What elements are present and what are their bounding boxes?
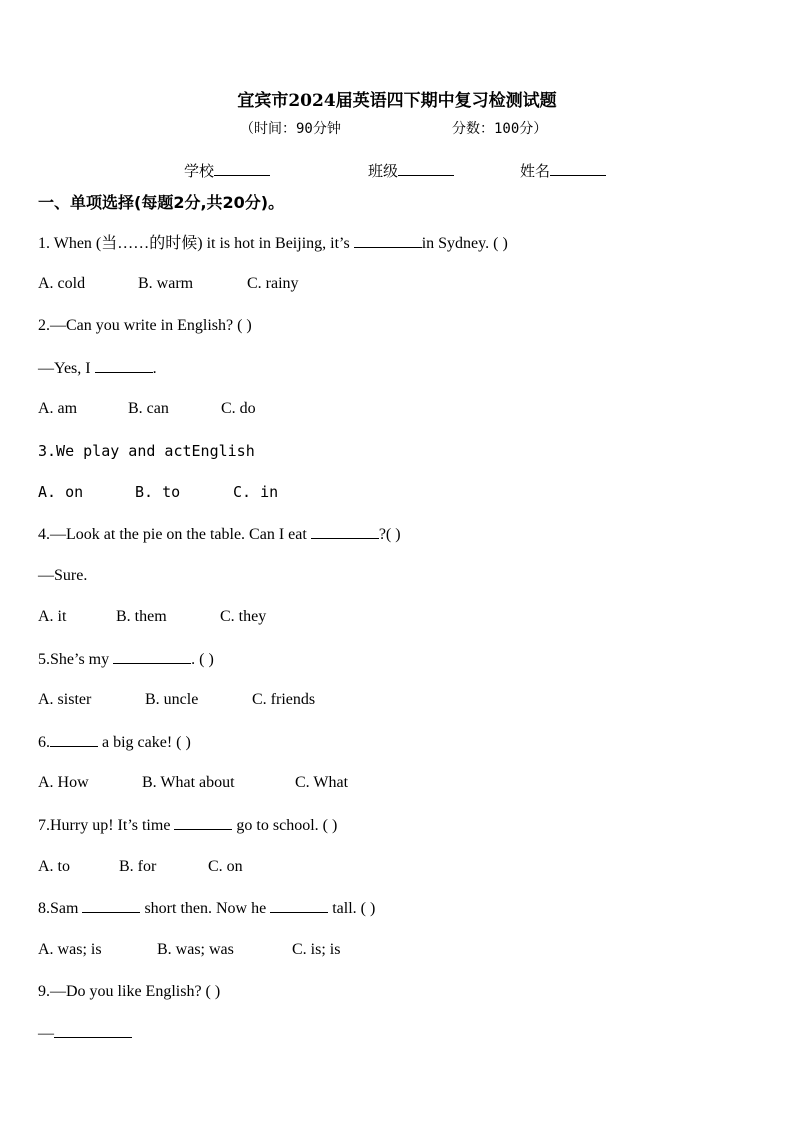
option-c[interactable]: C. What	[295, 774, 349, 791]
question-8	[38, 898, 375, 919]
option-a[interactable]: A. am	[38, 400, 78, 417]
question-1	[38, 233, 508, 254]
option-a[interactable]: A. was; is	[38, 941, 102, 958]
question-7-pre: 7.Hurry up! It’s time	[38, 817, 175, 834]
question-7-post: go to school. ( )	[232, 817, 338, 834]
answer-blank[interactable]	[113, 649, 191, 664]
question-2: 2.—Can you write in English? ( )	[38, 317, 252, 334]
question-5-post: . ( )	[191, 651, 214, 668]
question-3-options	[38, 482, 278, 502]
name-field	[520, 160, 606, 181]
answer-blank[interactable]	[354, 233, 422, 248]
question-1-options	[38, 274, 299, 294]
section-heading: 一、单项选择(每题2分,共20分)。	[38, 193, 285, 212]
answer-blank[interactable]	[270, 898, 328, 913]
answer-blank[interactable]	[174, 815, 232, 830]
exam-title: 宜宾市2024届英语四下期中复习检测试题	[237, 91, 557, 111]
option-a[interactable]: A. sister	[38, 691, 92, 708]
option-b[interactable]: B. warm	[138, 275, 194, 292]
option-b[interactable]: B. them	[116, 608, 167, 625]
question-4-options	[38, 607, 266, 627]
name-label: 姓名	[520, 162, 551, 180]
class-blank[interactable]	[398, 161, 454, 176]
question-8-post: tall. ( )	[328, 900, 376, 917]
answer-blank[interactable]	[54, 1023, 132, 1038]
question-4-pre: 4.—Look at the pie on the table. Can I eat	[38, 526, 311, 543]
answer-blank[interactable]	[311, 524, 379, 539]
option-b[interactable]: B. for	[119, 858, 157, 875]
question-8-pre: 8.Sam	[38, 900, 83, 917]
option-a[interactable]: A. on	[38, 483, 84, 501]
question-1-post: in Sydney. ( )	[421, 235, 508, 252]
question-6-post: a big cake! ( )	[98, 734, 191, 751]
question-2-options	[38, 399, 256, 419]
exam-score: 分数：100分）	[452, 121, 548, 137]
question-6	[38, 732, 191, 753]
option-b[interactable]: B. can	[128, 400, 169, 417]
option-c[interactable]: C. on	[208, 858, 243, 875]
question-5-options	[38, 690, 315, 710]
question-8-mid: short then. Now he	[140, 900, 271, 917]
option-a[interactable]: A. to	[38, 858, 70, 875]
question-6-options	[38, 773, 348, 793]
question-4	[38, 524, 401, 545]
question-4-reply: —Sure.	[38, 567, 88, 584]
exam-time: （时间：90分钟	[240, 121, 341, 137]
class-field	[368, 160, 454, 181]
question-4-post: ?( )	[378, 526, 401, 543]
question-2-reply-post: .	[152, 360, 157, 377]
question-7-options	[38, 857, 243, 877]
answer-blank[interactable]	[95, 358, 153, 373]
answer-blank[interactable]	[50, 732, 98, 747]
question-5-pre: 5.She’s my	[38, 651, 114, 668]
question-5	[38, 649, 214, 670]
option-b[interactable]: B. to	[135, 483, 181, 501]
option-b[interactable]: B. uncle	[145, 691, 199, 708]
question-9-reply-dash: —	[38, 1025, 54, 1042]
school-field	[184, 160, 270, 181]
option-a[interactable]: A. How	[38, 774, 89, 791]
question-3: 3.We play and actEnglish	[38, 442, 255, 460]
option-c[interactable]: C. in	[233, 483, 279, 501]
question-8-options	[38, 940, 340, 960]
question-9-reply	[38, 1023, 132, 1044]
name-blank[interactable]	[550, 161, 606, 176]
school-blank[interactable]	[214, 161, 270, 176]
option-b[interactable]: B. was; was	[157, 941, 234, 958]
option-c[interactable]: C. friends	[252, 691, 316, 708]
question-2-reply-pre: —Yes, I	[38, 360, 95, 377]
answer-blank[interactable]	[82, 898, 140, 913]
question-6-pre: 6.	[38, 734, 50, 751]
option-c[interactable]: C. rainy	[247, 275, 299, 292]
question-7	[38, 815, 337, 836]
option-c[interactable]: C. do	[221, 400, 256, 417]
option-a[interactable]: A. cold	[38, 275, 86, 292]
class-label: 班级	[368, 162, 399, 180]
option-c[interactable]: C. they	[220, 608, 267, 625]
question-2-reply	[38, 358, 157, 379]
question-1-pre: 1. When (当……的时候) it is hot in Beijing, it’s	[38, 235, 354, 252]
option-b[interactable]: B. What about	[142, 774, 235, 791]
school-label: 学校	[184, 162, 215, 180]
question-9: 9.—Do you like English? ( )	[38, 983, 221, 1000]
option-a[interactable]: A. it	[38, 608, 67, 625]
option-c[interactable]: C. is; is	[292, 941, 341, 958]
